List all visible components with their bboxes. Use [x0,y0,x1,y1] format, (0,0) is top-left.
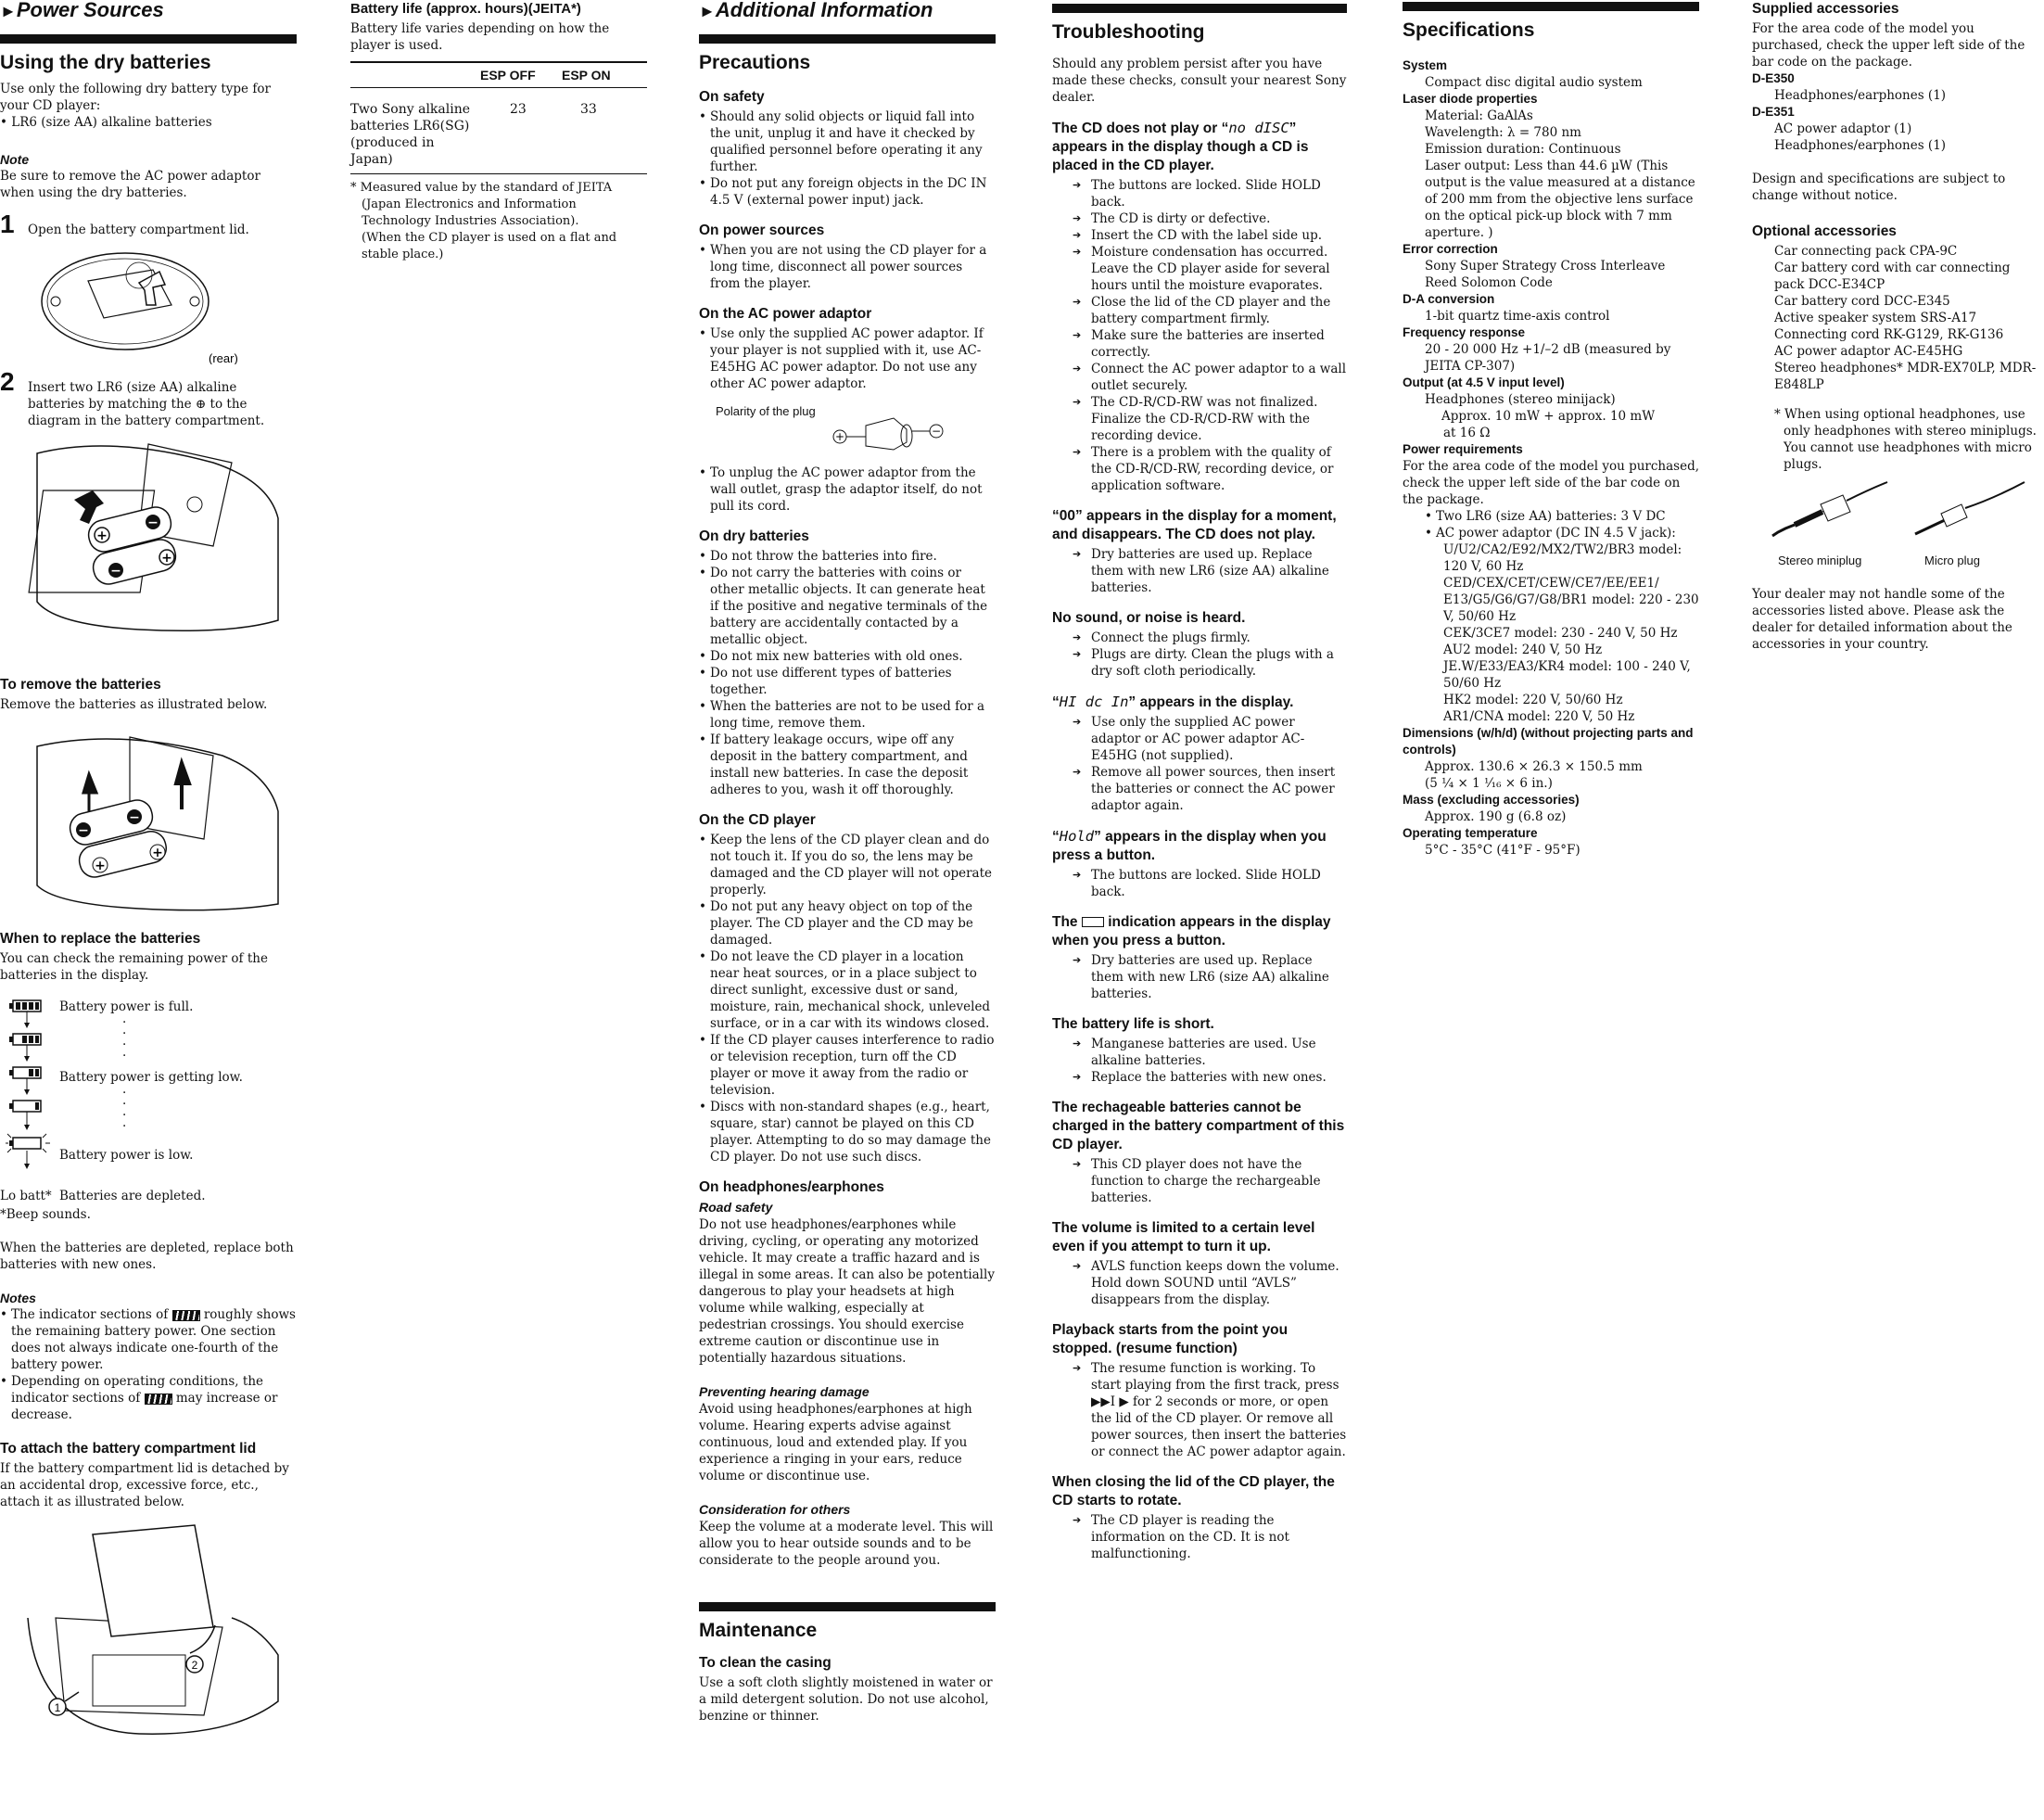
polarity-label: Polarity of the plug [716,404,816,418]
attach-text: If the battery compartment lid is detached by an accidental drop, excessive force, etc., attach it as illustrated below. [0,1461,289,1509]
svg-text:+: + [161,551,172,566]
replace-heading: When to replace the batteries [0,931,201,947]
note-label: Note [0,152,30,167]
power-heading: On power sources [699,223,825,238]
svg-text:+: + [152,846,163,860]
list-item: ➔ The CD-R/CD-RW was not finalized. Finalize the CD-R/CD-RW with the recording device. [1052,394,1347,444]
list-item: • Do not carry the batteries with coins or other metallic objects. It can generate heat if the positive and negative terminals of the battery are accidentally contacted by a metallic object. [699,565,996,648]
safety-list [699,108,996,209]
casing-heading: To clean the casing [699,1655,832,1671]
road-safety-heading: Road safety [699,1200,773,1215]
spec-label: Output (at 4.5 V input level) [1403,375,1565,389]
replace-text: You can check the remaining power of the batteries in the display. [0,951,268,983]
accessory-item: Headphones/earphones (1) [1774,88,1947,103]
section-heading: ►Power Sources [0,0,164,21]
accessory-item: AC power adaptor AC-E45HG [1774,344,1963,359]
spec-value: Approx. 10 mW + approx. 10 mW [1441,409,1656,424]
problem-heading: The CD does not play or “no dISC” appears in the display though a CD is placed in the CD player. [1052,120,1309,173]
list-item: ➔ Close the lid of the CD player and the battery compartment firmly. [1052,294,1347,327]
solution-list [1052,1512,1347,1562]
spec-label: Power requirements [1403,442,1523,456]
level-depleted-text: Batteries are depleted. [59,1189,206,1203]
header-esp-off: ESP OFF [480,62,562,88]
svg-text:+: + [834,430,845,443]
hearing-text: Avoid using headphones/earphones at high volume. Hearing experts advise against continuous, loud and extended play. If you experience a ringing in your ears, reduce volume or discontinue use. [699,1402,972,1483]
list-item: ➔ AVLS function keeps down the volume. Hold down SOUND until “AVLS” disappears from the display. [1052,1258,1347,1308]
cd-list [699,832,996,1165]
safety-heading: On safety [699,89,765,105]
spec-value: Sony Super Strategy Cross Interleave Reed Solomon Code [1425,259,1666,290]
spec-value: AU2 model: 240 V, 50 Hz [1443,643,1603,657]
battery-indicator-icon [145,1394,172,1405]
solution-list [1052,867,1347,900]
problem-heading: “Hold” appears in the display when you press a button. [1052,828,1327,863]
note-text: Be sure to remove the AC power adaptor when using the dry batteries. [0,169,260,200]
spec-value: JE.W/E33/EA3/KR4 model: 100 - 240 V, 50/60 Hz [1443,659,1691,691]
table-row [350,88,647,174]
spec-label: Operating temperature [1403,826,1538,840]
list-item: • When you are not using the CD player for a long time, disconnect all power sources from the player. [699,242,996,292]
dry-heading: On dry batteries [699,528,809,544]
headphones-heading: On headphones/earphones [699,1179,884,1195]
remove-batteries-illustration [0,719,297,913]
spec-value: CEK/3CE7 model: 230 - 240 V, 50 Hz [1443,626,1678,641]
spec-label: System [1403,58,1448,72]
troubleshooting-intro: Should any problem persist after you have made these checks, consult your nearest Sony dealer. [1052,57,1347,105]
accessory-item: Headphones/earphones (1) [1774,138,1947,153]
list-item: • The indicator sections of roughly shows the remaining battery power. One section does not always indicate one-fourth of the battery power. [0,1306,297,1373]
column-accessories [1752,0,2041,653]
list-item: • Use only the supplied AC power adaptor. If your player is not supplied with it, use AC-E45HG AC power adaptor. Do not use any other AC power adaptor. [699,325,996,392]
spec-value: (5 ¼ × 1 ¹⁄₁₆ × 6 in.) [1425,776,1553,791]
headphone-note: * When using optional headphones, use only headphones with stereo miniplugs. You cannot use headphones with micro plugs. [1774,407,2037,472]
solution-list [1052,952,1347,1002]
spec-value: Laser output: Less than 44.6 µW (This output is the value measured at a distance of 200 mm from the objective lens surface on the optical pick-up block with 7 mm aperture. ) [1425,159,1695,240]
list-item: • If the CD player causes interference to radio or television reception, turn off the CD player or move it away from the radio or television. [699,1032,996,1099]
level-getting-low-text: Battery power is getting low. [59,1070,243,1085]
dry-list [699,548,996,798]
svg-text:−: − [931,425,942,438]
problem-heading: When closing the lid of the CD player, the CD starts to rotate. [1052,1474,1335,1508]
solution-list [1052,1258,1347,1308]
problem-heading: “HI dc In” appears in the display. [1052,694,1294,710]
accessory-item: Car battery cord DCC-E345 [1774,294,1950,309]
battery-level-sequence [0,995,297,1208]
list-item: ➔ Dry batteries are used up. Replace them with new LR6 (size AA) alkaline batteries. [1052,546,1347,596]
remove-heading: To remove the batteries [0,677,161,693]
list-item: ➔ Replace the batteries with new ones. [1052,1069,1347,1086]
stereo-plug-label: Stereo miniplug [1778,554,1862,567]
list-item: ➔ The CD is dirty or defective. [1052,210,1347,227]
insert-batteries-illustration [0,435,297,639]
maintenance-title: Maintenance [699,1620,818,1641]
list-item: ➔ The buttons are locked. Slide HOLD back. [1052,177,1347,210]
battery-life-table [350,61,647,174]
heading-bar [1403,2,1699,43]
notes-list [0,1306,297,1423]
problem-heading: No sound, or noise is heard. [1052,610,1246,626]
beep-footnote: *Beep sounds. [0,1207,91,1222]
svg-text:−: − [110,564,121,579]
micro-plug-icon [1910,480,2030,545]
list-item: ➔ Use only the supplied AC power adaptor or AC power adaptor AC-E45HG (not supplied). [1052,714,1347,764]
supplied-text: For the area code of the model you purchased, check the upper left side of the bar code on the package. [1752,21,2025,70]
specifications-title: Specifications [1403,19,1535,41]
spec-value: at 16 Ω [1443,426,1491,440]
accessory-item: Active speaker system SRS-A17 [1774,311,1977,325]
cell-esp-on: 33 [562,88,647,174]
spec-value: 20 - 20 000 Hz +1/–2 dB (measured by JEITA CP-307) [1425,342,1671,374]
column-troubleshooting [1052,0,1347,1562]
problem-heading: The rechageable batteries cannot be charged in the battery compartment of this CD player. [1052,1100,1345,1152]
intro-text: Use only the following dry battery type for your CD player: [0,82,271,113]
notes-label: Notes [0,1291,36,1305]
plug-polarity-icon [829,405,968,452]
list-item: • Keep the lens of the CD player clean and do not touch it. If you do so, the lens may be damaged and the CD player will not operate properly. [699,832,996,898]
solution-list [1052,546,1347,596]
jeita-footnote: * Measured value by the standard of JEITA (Japan Electronics and Information Technology Industries Association). [350,181,613,228]
spec-label: Frequency response [1403,325,1526,339]
ac-heading: On the AC power adaptor [699,306,872,322]
level-low-text: Battery power is low. [59,1148,194,1163]
hearing-heading: Preventing hearing damage [699,1384,870,1399]
solution-list [1052,714,1347,814]
battery-life-heading: Battery life (approx. hours)(JEITA*) [350,1,581,17]
list-item: ➔ Make sure the batteries are inserted correctly. [1052,327,1347,361]
player-rear-illustration [0,244,297,364]
column-specifications [1403,0,1699,859]
spec-value: Emission duration: Continuous [1425,142,1621,157]
list-item: ➔ This CD player does not have the function to charge the rechargeable batteries. [1052,1156,1347,1206]
spec-label: Laser diode properties [1403,92,1538,106]
list-item: ➔ Insert the CD with the label side up. [1052,227,1347,244]
dot-leader: · · · · [122,1015,127,1063]
spec-value: HK2 model: 220 V, 50/60 Hz [1443,693,1623,707]
stereo-miniplug-icon [1767,480,1897,545]
problem-heading: Playback starts from the point you stopped. (resume function) [1052,1322,1289,1356]
solution-list [1052,630,1347,680]
list-item: ➔ The resume function is working. To start playing from the first track, press ▶▶I ▶ for 2 seconds or more, or open the lid of the CD player. Or remove all power sources, then insert the batteries or connect the AC power adaptor again. [1052,1360,1347,1460]
spec-value: CED/CEX/CET/CEW/CE7/EE/EE1/ E13/G5/G6/G7/G8/BR1 model: 220 - 230 V, 50/60 Hz [1443,576,1699,624]
svg-text:1: 1 [54,1701,61,1714]
accessory-item: AC power adaptor (1) [1774,121,1912,136]
step-number: 1 [0,210,15,238]
design-notice: Design and specifications are subject to change without notice. [1752,172,2006,203]
page-title: Using the dry batteries [0,52,211,73]
list-item: ➔ Connect the AC power adaptor to a wall outlet securely. [1052,361,1347,394]
spec-value: U/U2/CA2/E92/MX2/TW2/BR3 model: 120 V, 60 Hz [1443,542,1682,574]
svg-text:−: − [129,810,140,825]
spec-label: Mass (excluding accessories) [1403,793,1580,807]
battery-flashing-icon [6,1134,50,1169]
solution-list [1052,1360,1347,1460]
attach-lid-illustration [0,1516,297,1738]
problem-heading: “00” appears in the display for a moment, and disappears. The CD does not play. [1052,508,1337,542]
step-number: 2 [0,367,15,396]
heading-bar [1052,4,1347,45]
list-item: ➔ There is a problem with the quality of the CD-R/CD-RW, recording device, or application software. [1052,444,1347,494]
section-heading: ►Additional Information [699,0,933,21]
battery-level-icons [6,995,61,1199]
spec-value: Wavelength: λ = 780 nm [1425,125,1581,140]
list-item: ➔ Moisture condensation has occurred. Leave the CD player aside for several hours until the moisture evaporates. [1052,244,1347,294]
list-item: ➔ Manganese batteries are used. Use alkaline batteries. [1052,1036,1347,1069]
micro-plug-label: Micro plug [1924,554,1980,567]
solution-list [1052,177,1347,494]
list-item: • Discs with non-standard shapes (e.g., heart, square, star) cannot be played on this CD player. Attempting to do so may damage the CD player. Do not use such discs. [699,1099,996,1165]
list-item: ➔ Plugs are dirty. Clean the plugs with a dry soft cloth periodically. [1052,646,1347,680]
battery-life-intro: Battery life varies depending on how the player is used. [350,21,610,53]
list-item: • Do not throw the batteries into fire. [699,548,996,565]
spec-label: Error correction [1403,242,1498,256]
depleted-text: When the batteries are depleted, replace both batteries with new ones. [0,1241,294,1272]
spec-label: Dimensions (w/h/d) (without projecting parts and controls) [1403,726,1694,757]
list-item: • If battery leakage occurs, wipe off any deposit in the battery compartment, and install new batteries. In case the deposit adheres to you, wash it off thoroughly. [699,732,996,798]
dealer-notice: Your dealer may not handle some of the accessories listed above. Please ask the dealer for detailed information about the accessories in your country. [1752,587,2012,652]
road-safety-text: Do not use headphones/earphones while driving, cycling, or operating any motorized vehicle. It may create a traffic hazard and is illegal in some areas. It can also be potentially dangerous to play your headsets at high volume while walking, especially at pedestrian crossings. You should exercise extreme caution or discontinue use in potentially hazardous situations. [699,1217,995,1366]
list-item: • Do not mix new batteries with old ones. [699,648,996,665]
solution-list [1052,1036,1347,1086]
problem-heading: The battery life is short. [1052,1016,1214,1032]
row-label: Two Sony alkaline batteries LR6(SG) (produced in Japan) [350,88,480,174]
cd-heading: On the CD player [699,812,816,828]
list-item: ➔ The buttons are locked. Slide HOLD back. [1052,867,1347,900]
spec-value: Compact disc digital audio system [1425,75,1643,90]
dot-leader: · · · · [122,1086,127,1134]
plug-illustrations [1752,480,2041,573]
problem-heading: The volume is limited to a certain level even if you attempt to turn it up. [1052,1220,1315,1254]
spec-value: Approx. 190 g (6.8 oz) [1425,809,1567,824]
svg-text:+: + [96,528,108,543]
others-text: Keep the volume at a moderate level. This will allow you to hear outside sounds and to be considerate to the people around you. [699,1520,994,1568]
list-item: • To unplug the AC power adaptor from the wall outlet, grasp the adaptor itself, do not pull its cord. [699,465,996,515]
precautions-title: Precautions [699,52,811,73]
battery-indicator-icon [172,1310,200,1321]
column-power-sources [0,0,297,1744]
power-list [699,242,996,292]
list-item: ➔ Dry batteries are used up. Replace them with new LR6 (size AA) alkaline batteries. [1052,952,1347,1002]
polarity-diagram [699,392,996,459]
rear-label: (rear) [209,351,238,364]
level-full-text: Battery power is full. [59,999,194,1014]
list-item: • Two LR6 (size AA) batteries: 3 V DC [1425,508,1699,525]
list-item: • When the batteries are not to be used for a long time, remove them. [699,698,996,732]
list-item: • Should any solid objects or liquid fall into the unit, unplug it and have it checked by qualified personnel before operating it any further. [699,108,996,175]
battery-flashing-icon [1082,917,1104,927]
spec-value: 5°C - 35°C (41°F - 95°F) [1425,843,1581,858]
step-text: Insert two LR6 (size AA) alkaline batteries by matching the ⊕ to the diagram in the battery compartment. [28,380,265,428]
step-text: Open the battery compartment lid. [28,223,249,237]
problem-heading: The indication appears in the display when you press a button. [1052,914,1331,948]
spec-value: Material: GaAlAs [1425,108,1533,123]
heading-bar [0,34,297,75]
jeita-footnote-2: (When the CD player is used on a flat and stable place.) [362,231,617,261]
svg-text:−: − [78,823,89,838]
list-item: ➔ Remove all power sources, then insert the batteries or connect the AC power adaptor again. [1052,764,1347,814]
troubleshooting-title: Troubleshooting [1052,21,1205,43]
spec-value: 1-bit quartz time-axis control [1425,309,1610,324]
model-label: D-E351 [1752,105,1795,119]
cell-esp-off: 23 [480,88,562,174]
spec-label: D-A conversion [1403,292,1495,306]
step-2 [0,367,297,429]
spec-value: For the area code of the model you purchased, check the upper left side of the bar code on the package. [1403,459,1700,507]
accessory-item: Car connecting pack CPA-9C [1774,244,1958,259]
ac-list-2 [699,465,996,515]
spec-value: AR1/CNA model: 220 V, 50 Hz [1443,709,1635,724]
list-item: • Do not put any foreign objects in the DC IN 4.5 V (external power input) jack. [699,175,996,209]
attach-heading: To attach the battery compartment lid [0,1441,257,1457]
others-heading: Consideration for others [699,1502,851,1517]
heading-bar [699,34,996,75]
list-item: • Do not leave the CD player in a location near heat sources, or in a place subject to direct sunlight, excessive dust or sand, moisture, rain, mechanical shock, unleveled surface, or in a car with its windows closed. [699,948,996,1032]
lo-batt-label: Lo batt* [0,1189,52,1203]
model-label: D-E350 [1752,71,1795,85]
power-list [1403,508,1699,541]
header-esp-on: ESP ON [562,62,647,88]
heading-bar [699,1602,996,1643]
step-1 [0,210,297,238]
list-item: ➔ Connect the plugs firmly. [1052,630,1347,646]
list-item: • Do not put any heavy object on top of the player. The CD player and the CD may be damaged. [699,898,996,948]
accessory-item: Connecting cord RK-G129, RK-G136 [1774,327,2004,342]
ac-list [699,325,996,392]
list-item: • Depending on operating conditions, the indicator sections of may increase or decrease. [0,1373,297,1423]
battery-full-icon [9,1000,41,1028]
column-additional-information [699,0,996,1725]
svg-text:+: + [95,859,106,873]
list-item: ➔ The CD player is reading the information on the CD. It is not malfunctioning. [1052,1512,1347,1562]
accessory-item: Car battery cord with car connecting pack DCC-E34CP [1774,261,2011,292]
casing-text: Use a soft cloth slightly moistened in water or a mild detergent solution. Do not use alcohol, benzine or thinner. [699,1675,993,1724]
remove-text: Remove the batteries as illustrated below. [0,697,268,712]
spec-value: Headphones (stereo minijack) [1425,392,1616,407]
list-item: • AC power adaptor (DC IN 4.5 V jack): [1425,525,1699,541]
optional-heading: Optional accessories [1752,223,1897,239]
list-item: • Do not use different types of batteries together. [699,665,996,698]
intro-item: • LR6 (size AA) alkaline batteries [0,115,212,130]
svg-text:−: − [147,515,159,530]
spec-value: Approx. 130.6 × 26.3 × 150.5 mm [1425,759,1643,774]
accessory-item: Stereo headphones* MDR-EX70LP, MDR-E848LP [1774,361,2037,392]
column-battery-life [350,0,647,263]
supplied-heading: Supplied accessories [1752,1,1899,17]
svg-text:2: 2 [191,1659,198,1672]
solution-list [1052,1156,1347,1206]
